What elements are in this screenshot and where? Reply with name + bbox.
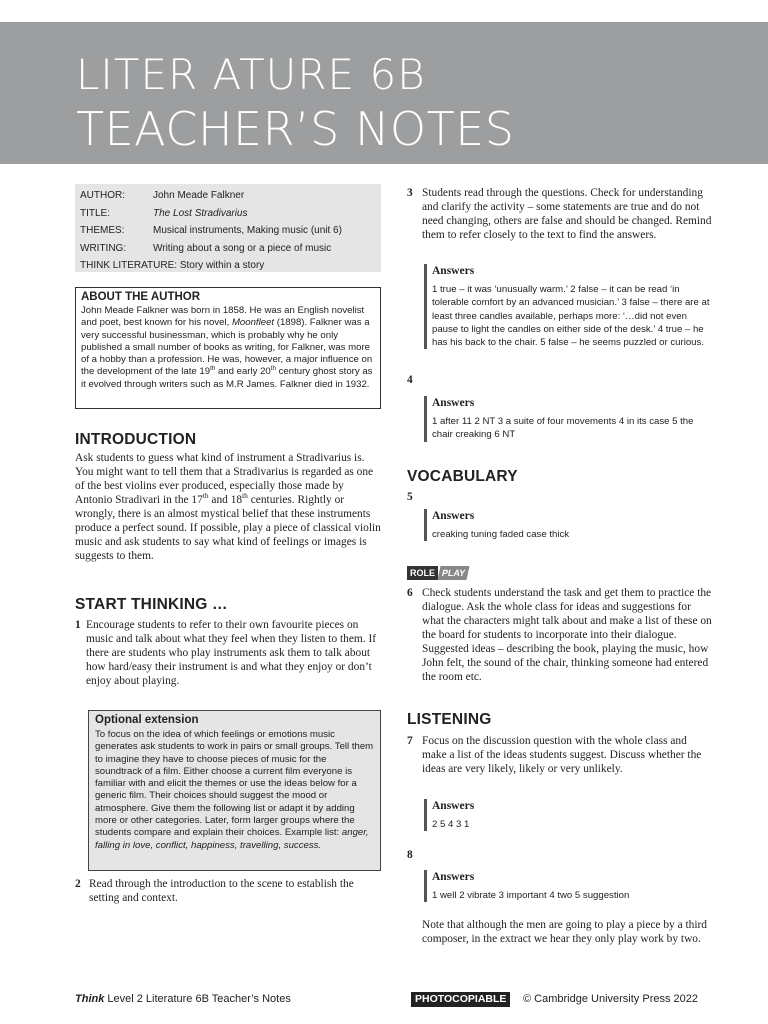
answers-label: Answers xyxy=(432,265,475,277)
info-key: THEMES: xyxy=(80,225,125,236)
superscript: th xyxy=(202,491,209,501)
item-2-text: Read through the introduction to the scene to establish the setting and context. xyxy=(89,878,354,904)
info-row-title xyxy=(80,205,376,223)
item-number-4: 4 xyxy=(407,374,413,386)
listening-heading: LISTENING xyxy=(407,711,492,728)
info-row-themes xyxy=(80,222,376,240)
footer-title xyxy=(75,993,291,1005)
think-brand: Think xyxy=(75,993,105,1005)
answers-label: Answers xyxy=(432,397,475,409)
answers-label: Answers xyxy=(432,800,475,812)
info-row-writing xyxy=(80,240,376,258)
answers-box-3 xyxy=(424,264,714,349)
answers-box-5 xyxy=(424,509,714,541)
item-number-2: 2 xyxy=(75,878,81,890)
text-span: Encourage students to refer to their own favourite pieces on music and talk about what they feel when they listen to them. If there are students who play instruments ask them to talk about how hard/easy their instrument is and what they enjoy or don’t enjoy about playing. xyxy=(86,619,377,687)
item-number-5: 5 xyxy=(407,491,413,503)
introduction-text xyxy=(75,451,381,563)
info-key: WRITING: xyxy=(80,242,127,254)
superscript: th xyxy=(270,365,276,373)
item-number-8: 8 xyxy=(407,849,413,861)
item-7-text: Focus on the discussion question with the whole class and make a list of the ideas students suggest. Discuss whether the ideas are very likely, likely or very unlikely. xyxy=(422,735,702,775)
info-row-author xyxy=(80,187,376,205)
answers-box-7 xyxy=(424,799,714,831)
answers-box-8 xyxy=(424,870,714,902)
answers-label: Answers xyxy=(432,871,475,883)
text-span: Ask students to guess what kind of instrument a Stradivarius is. You might want to tell them that a Stradivarius is regarded as one of the best violins ever produced, especially those made by Antonio Stradivari in the 17 xyxy=(75,452,374,506)
text-span: centuries. Rightly or wrongly, there is an almost mystical belief that these instruments produce a perfect sound. If possible, play a piece of classical violin music and ask students to say what kind of feelings or images is suggests to them. xyxy=(75,494,381,562)
about-the-author-box xyxy=(75,287,381,409)
copyright-text: © Cambridge University Press 2022 xyxy=(523,993,699,1005)
superscript: th xyxy=(242,491,248,501)
answers-7-text: 2 5 4 3 1 xyxy=(432,819,470,830)
photocopiable-badge: PHOTOCOPIABLE xyxy=(411,992,510,1007)
item-8-note: Note that although the men are going to play a piece by a third composer, in the extract we hear they only play work by two. xyxy=(422,919,707,945)
footer-title-text: Level 2 Literature 6B Teacher’s Notes xyxy=(104,993,291,1005)
banner-title-line1: LITER ATURE 6B xyxy=(76,50,426,99)
novel-title: Moonfleet xyxy=(231,317,275,329)
text-span: John Meade Falkner was born in 1858. He was an English novelist and poet, best known for his novel, xyxy=(81,305,365,329)
introduction-heading: INTRODUCTION xyxy=(75,431,197,448)
answers-5-text: creaking tuning faded case thick xyxy=(432,529,570,540)
role-play-badge xyxy=(407,566,468,580)
item-1-text xyxy=(86,618,382,688)
info-value: The Lost Stradivarius xyxy=(153,207,248,219)
example-list: anger, falling in love, conflict, happiness, travelling, success. xyxy=(95,827,369,851)
info-value: Musical instruments, Making music (unit 6) xyxy=(153,225,342,236)
text-span: century ghost story as it evolved through writers such as M.R James. Falkner died in 1932. xyxy=(81,366,373,390)
superscript: th xyxy=(210,365,216,373)
vocabulary-heading: VOCABULARY xyxy=(407,468,518,485)
answers-4-text: 1 after 11 2 NT 3 a suite of four movements 4 in its case 5 the chair creaking 6 NT xyxy=(432,416,694,441)
answers-3-text: 1 true – it was ‘unusually warm.’ 2 false – it can be read ‘in tolerable comfort by an advanced musician.’ 3 false – there are at least three candles available, perhaps more: ‘…did not even pause to light the candles on either side of the desk.’ 4 true – he has his back to the chair. 5 false – he seems puzzled or curious. xyxy=(432,284,710,349)
optional-extension-text xyxy=(95,729,374,852)
item-number-1: 1 xyxy=(75,619,81,631)
item-6-text: Check students understand the task and get them to practice the dialogue. Ask the whole class for ideas and suggestions for what the characters might talk about and make a list of these on the board for students to incorporate into their dialogue. Suggested ideas – describing the book, playing the music, how John felt, the sound of the chair, thinking someone had entered the room etc. xyxy=(422,587,712,683)
banner-title-line2: TEACHER’S NOTES xyxy=(76,102,515,156)
role-label: ROLE xyxy=(407,566,438,580)
play-label: PLAY xyxy=(438,566,470,580)
info-value: John Meade Falkner xyxy=(153,190,245,201)
item-number-6: 6 xyxy=(407,587,413,599)
answers-box-4 xyxy=(424,396,714,442)
about-author-heading: ABOUT THE AUTHOR xyxy=(81,291,201,303)
text-span: (1898). Falkner was a very successful businessman, which is probably why he only published a small number of books as writing, for Falkner, was more of a hobby than a profession. He was, however, a major influence on the development of the late 19 xyxy=(81,317,373,378)
info-key: TITLE: xyxy=(80,207,111,219)
item-3-text: Students read through the questions. Check for understanding and clarify the activity – some statements are true and do not need changing, others are false and should be changed. Remind them to refer closely to the text to find the answers. xyxy=(422,187,712,241)
optional-extension-box xyxy=(88,710,381,871)
text-span: and 18 xyxy=(208,494,243,506)
answers-8-text: 1 well 2 vibrate 3 important 4 two 5 suggestion xyxy=(432,890,630,901)
text-span: and early 20 xyxy=(215,366,271,378)
info-key: AUTHOR: xyxy=(80,190,125,201)
text-span: To focus on the idea of which feelings or emotions music generates ask students to work in pairs or small groups. Tell them to imagine they have to choose pieces of music for the soundtrack of a film. Either choose a current film everyone is familiar with and elicit the themes or use the ideas below for a generic film. Their choices should suggest the mood or atmosphere. Give them the following list or adapt it by adding more or other categories. Later, form larger groups where the students compare and explain their choices. Example list: xyxy=(95,729,374,839)
start-thinking-heading: START THINKING … xyxy=(75,596,228,613)
info-row-think-literature: THINK LITERATURE: Story within a story xyxy=(80,260,265,271)
item-number-7: 7 xyxy=(407,735,413,747)
book-info-box xyxy=(75,184,381,272)
info-value: Writing about a song or a piece of music xyxy=(153,242,332,254)
answers-label: Answers xyxy=(432,510,475,522)
about-author-text xyxy=(81,305,375,391)
title-banner xyxy=(0,22,768,164)
item-number-3: 3 xyxy=(407,187,413,199)
optional-extension-heading: Optional extension xyxy=(95,714,199,726)
